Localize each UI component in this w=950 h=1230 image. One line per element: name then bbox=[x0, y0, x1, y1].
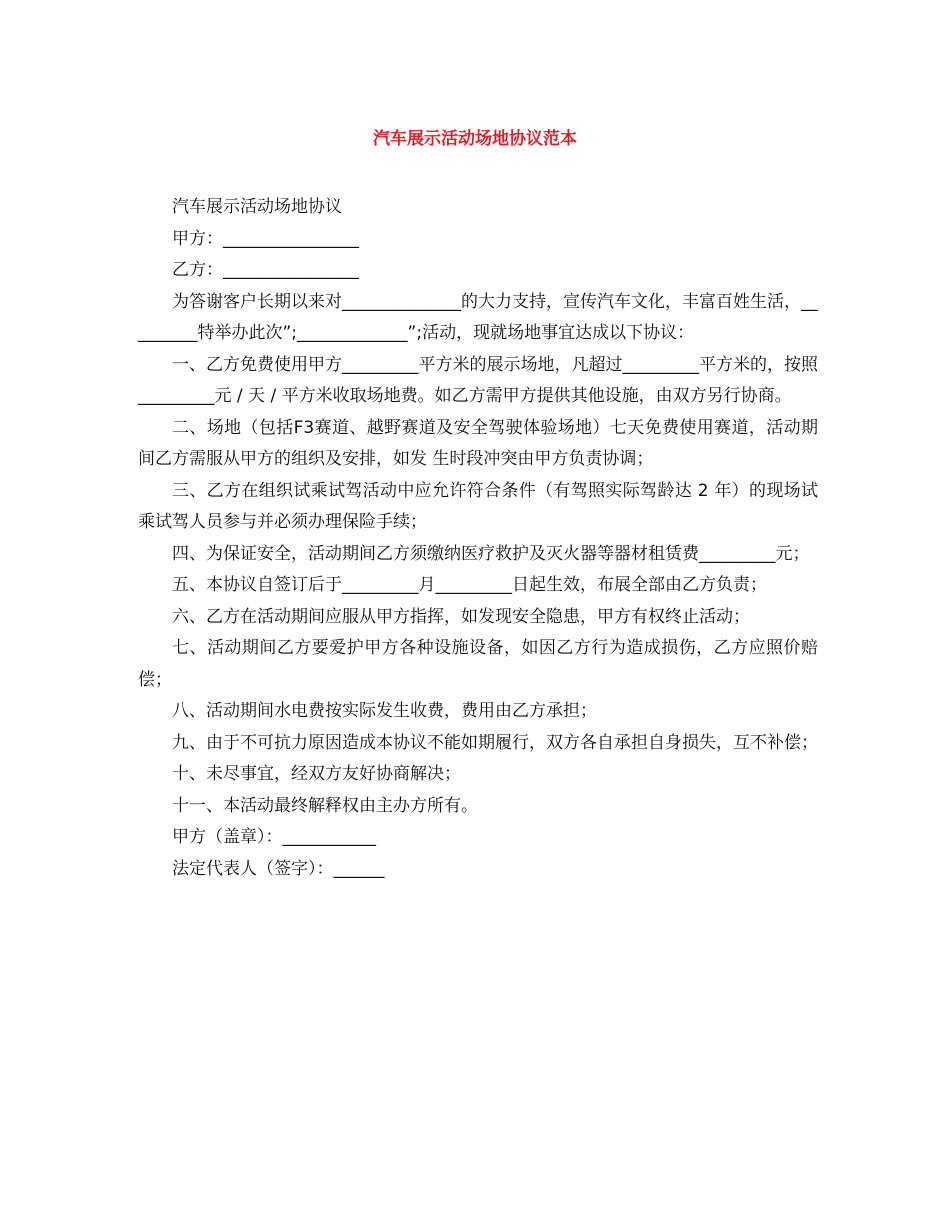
clause-3: 三、乙方在组织试乘试驾活动中应允许符合条件（有驾照实际驾龄达 2 年）的现场试乘试驾人员参与并必须办理保险手续； bbox=[138, 480, 818, 532]
clause-11: 十一、本活动最终解释权由主办方所有。 bbox=[172, 795, 478, 816]
clause-9: 九、由于不可抗力原因造成本协议不能如期履行，双方各自承担自身损失，互不补偿； bbox=[172, 732, 818, 753]
party-a-seal-line: 甲方（盖章）：___________ bbox=[172, 827, 376, 847]
clause-5: 五、本协议自签订后于_________月_________日起生效，布展全部由乙方负责； bbox=[172, 575, 767, 595]
party-a-line: 甲方：________________ bbox=[172, 228, 359, 249]
document-title: 汽车展示活动场地协议范本 bbox=[373, 129, 577, 149]
clause-8: 八、活动期间水电费按实际发生收费，费用由乙方承担； bbox=[172, 701, 597, 721]
legal-representative-signature-line: 法定代表人（签字）：______ bbox=[172, 858, 385, 879]
clause-4: 四、为保证安全，活动期间乙方须缴纳医疗救护及灭火器等器材租赁费_________元； bbox=[172, 543, 810, 564]
clause-10: 十、未尽事宜，经双方友好协商解决； bbox=[172, 764, 461, 784]
clause-7: 七、活动期间乙方要爱护甲方各种设施设备，如因乙方行为造成损伤，乙方应照价赔偿； bbox=[138, 638, 818, 690]
clause-6: 六、乙方在活动期间应服从甲方指挥，如发现安全隐患，甲方有权终止活动； bbox=[172, 606, 750, 627]
document-body bbox=[138, 192, 818, 885]
agreement-heading: 汽车展示活动场地协议 bbox=[172, 197, 342, 217]
preamble-paragraph: 为答谢客户长期以来对______________的大力支持，宣传汽车文化，丰富百姓生活，_________特举办此次”;_____________”;活动，现就场地事宜达成以下协议： bbox=[138, 291, 818, 343]
clause-2: 二、场地（包括F3赛道、越野赛道及安全驾驶体验场地）七天免费使用赛道，活动期间乙方需服从甲方的组织及安排，如发 生时段冲突由甲方负责协调； bbox=[138, 417, 818, 469]
party-b-line: 乙方：________________ bbox=[172, 260, 359, 280]
clause-1: 一、乙方免费使用甲方_________平方米的展示场地，凡超过_________平方米的，按照_________元 / 天 / 平方米收取场地费。如乙方需甲方提供其他设施，由双方另行协商。 bbox=[138, 354, 818, 406]
